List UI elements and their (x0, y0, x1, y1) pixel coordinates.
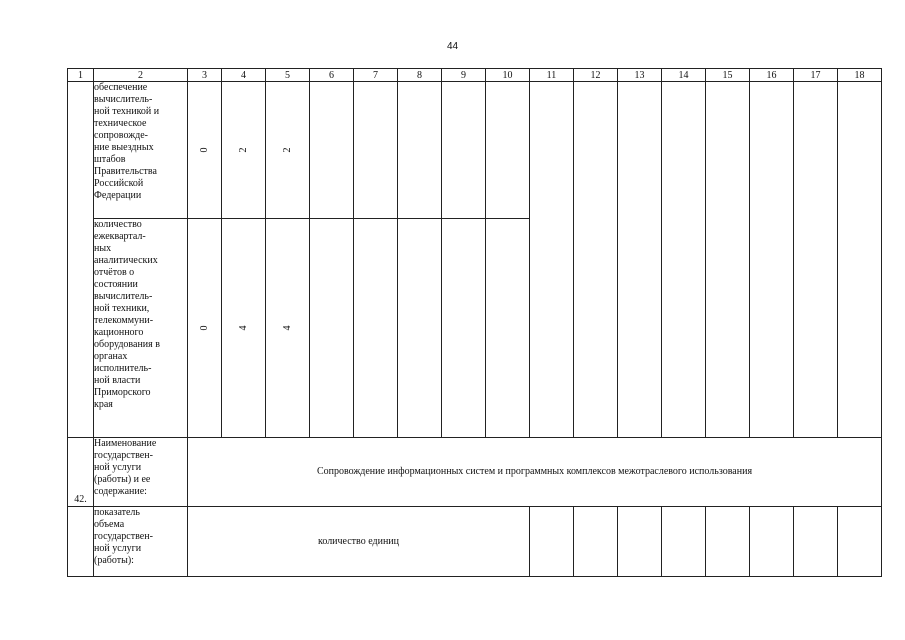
text-line: вычислитель- (94, 291, 153, 302)
cell-value: 2 (237, 147, 249, 153)
text-line: государствен- (94, 450, 153, 461)
text-line: исполнитель- (94, 363, 152, 374)
text-line: ной власти (94, 375, 141, 386)
text-line: ной услуги (94, 462, 142, 473)
empty-cell (706, 82, 750, 438)
col-header: 15 (706, 69, 750, 82)
text-line: (работы) и ее (94, 474, 151, 485)
empty-cell (398, 219, 442, 438)
empty-cell (530, 507, 574, 577)
col-header: 13 (618, 69, 662, 82)
text-line: содержание: (94, 486, 147, 497)
text-line: (работы): (94, 555, 134, 566)
text-line: состоянии (94, 279, 138, 290)
col-header: 3 (188, 69, 222, 82)
row-number: 42. (68, 438, 94, 507)
col-header: 11 (530, 69, 574, 82)
row-number-cell (68, 507, 94, 577)
table-row (68, 507, 882, 577)
text-line: Федерации (94, 190, 142, 201)
row2-col3 (188, 219, 222, 438)
cell-value: 4 (281, 325, 293, 331)
empty-cell (486, 219, 530, 438)
cell-value: 2 (281, 147, 293, 153)
row1-col3 (188, 82, 222, 219)
text-line: Наименование (94, 438, 157, 449)
text-line: штабов (94, 154, 126, 165)
row2-description (94, 219, 188, 438)
text-line: Приморского (94, 387, 151, 398)
table-row (68, 82, 882, 219)
text-line: ной техникой и (94, 106, 160, 117)
row2-col5 (266, 219, 310, 438)
col-header: 6 (310, 69, 354, 82)
col-header: 8 (398, 69, 442, 82)
text-line: отчётов о (94, 267, 135, 278)
empty-cell (662, 82, 706, 438)
text-line: кационного (94, 327, 144, 338)
row1-col4 (222, 82, 266, 219)
text-line: ной техники, (94, 303, 150, 314)
col-header: 5 (266, 69, 310, 82)
empty-cell (618, 507, 662, 577)
text-line: Правительства (94, 166, 157, 177)
empty-cell (310, 82, 354, 219)
page-number: 44 (446, 41, 459, 52)
empty-cell (486, 82, 530, 219)
text-line: обеспечение (94, 82, 148, 93)
col-header: 12 (574, 69, 618, 82)
empty-cell (530, 82, 574, 438)
text-line: объема (94, 519, 125, 530)
col-header: 2 (94, 69, 188, 82)
empty-cell (794, 507, 838, 577)
col-header: 16 (750, 69, 794, 82)
row-number-cell (68, 82, 94, 438)
row1-col5 (266, 82, 310, 219)
row2-col4 (222, 219, 266, 438)
unit-cell (188, 507, 530, 577)
empty-cell (706, 507, 750, 577)
text-line: оборудования в (94, 339, 160, 350)
text-line: ных (94, 243, 112, 254)
col-header: 18 (838, 69, 882, 82)
service-name: Сопровождение информационных систем и программных комплексов межотраслевого использования (316, 466, 753, 477)
empty-cell (750, 82, 794, 438)
empty-cell (838, 82, 882, 438)
cell-value: 4 (237, 325, 249, 331)
col-header: 17 (794, 69, 838, 82)
col-header: 4 (222, 69, 266, 82)
text-line: техническое (94, 118, 147, 129)
text-line: Российской (94, 178, 144, 189)
text-line: показатель (94, 507, 140, 518)
text-line: количество (94, 219, 142, 230)
cell-value: 0 (198, 325, 210, 331)
text-line: края (94, 399, 113, 410)
text-line: сопровожде- (94, 130, 148, 141)
table-row (68, 438, 882, 507)
empty-cell (310, 219, 354, 438)
empty-cell (750, 507, 794, 577)
row1-description (94, 82, 188, 219)
empty-cell (574, 507, 618, 577)
service-name-cell (188, 438, 882, 507)
text-line: ежеквартал- (94, 231, 146, 242)
row4-description (94, 507, 188, 577)
col-header: 10 (486, 69, 530, 82)
empty-cell (574, 82, 618, 438)
unit-text: количество единиц (317, 535, 400, 547)
text-line: ние выездных (94, 142, 154, 153)
empty-cell (442, 219, 486, 438)
text-line: аналитических (94, 255, 158, 266)
empty-cell (618, 82, 662, 438)
col-header: 1 (68, 69, 94, 82)
text-line: вычислитель- (94, 94, 153, 105)
empty-cell (838, 507, 882, 577)
empty-cell (794, 82, 838, 438)
cell-value: 0 (198, 147, 210, 153)
empty-cell (398, 82, 442, 219)
empty-cell (354, 219, 398, 438)
col-header: 14 (662, 69, 706, 82)
col-header: 9 (442, 69, 486, 82)
text-line: органах (94, 351, 128, 362)
header-row (68, 69, 882, 82)
empty-cell (442, 82, 486, 219)
text-line: телекоммуни- (94, 315, 154, 326)
empty-cell (354, 82, 398, 219)
text-line: ной услуги (94, 543, 142, 554)
text-line: государствен- (94, 531, 153, 542)
data-table (67, 68, 882, 577)
col-header: 7 (354, 69, 398, 82)
empty-cell (662, 507, 706, 577)
row3-description (94, 438, 188, 507)
